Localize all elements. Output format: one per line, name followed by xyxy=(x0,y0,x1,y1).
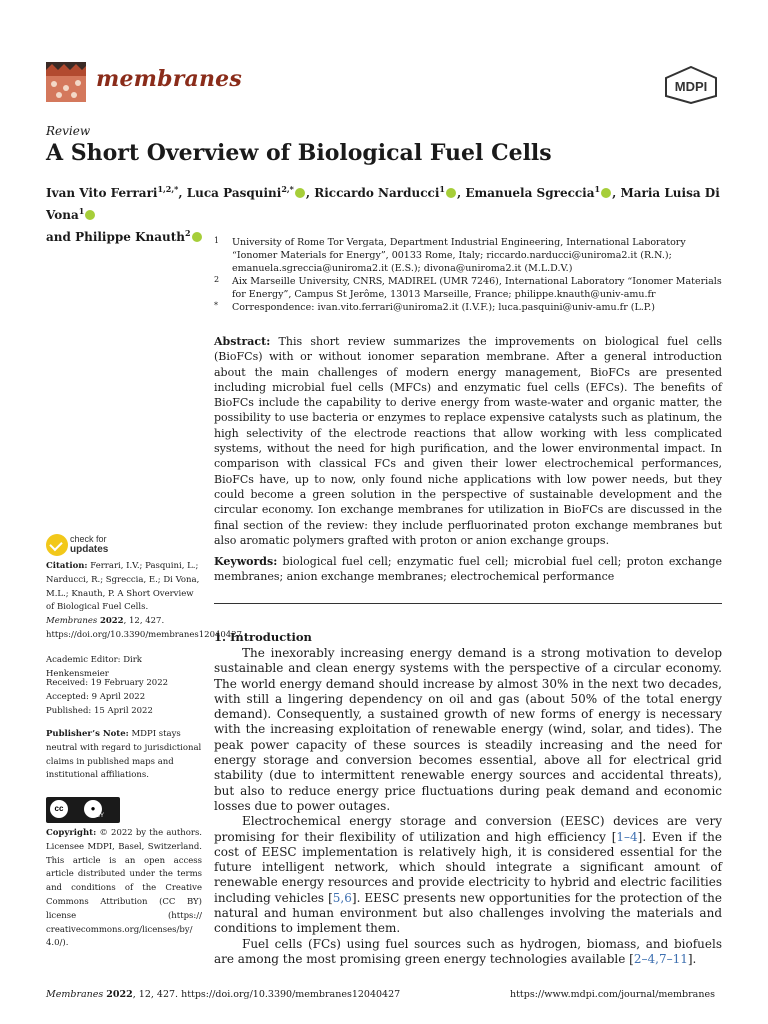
publisher-name: MDPI xyxy=(674,79,708,94)
abstract xyxy=(214,334,722,548)
affiliation xyxy=(214,236,724,275)
author[interactable]: Riccardo Narducci xyxy=(314,186,440,200)
check-updates-icon xyxy=(46,534,68,556)
author[interactable]: Luca Pasquini xyxy=(186,186,282,200)
author[interactable]: Maria Luisa Di Vona xyxy=(46,186,720,222)
affiliation-text: University of Rome Tor Vergata, Department Industrial Engineering, International Laboratory “Ionomer Materials for Energy”, 00133 Rome, Italy; riccardo.narducci@uniroma2.it (R.N.); emanuela.sgreccia@uniroma2.it (E.S.); divona@uniroma2.it (M.L.D.V.) xyxy=(232,237,686,274)
orcid-icon[interactable] xyxy=(601,188,611,198)
orcid-icon[interactable] xyxy=(446,188,456,198)
paragraph: The inexorably increasing energy demand is a strong motivation to develop sustainable and clean energy systems with the perspective of a circular economy. The world energy demand should increase by almost 30% in the next two decades, with still a lingering dependency on oil and gas (about 50% of the total energy demand). Consequently, a sustained growth of new forms of energy is necessary with the increasing exploitation of renewable energy (wind, solar, and tides). The peak power capacity of these sources is steadily increasing and the need for energy storage and conversion becomes essential, above all for electrical grid stability (due to intermittent renewable energy sources and accidental threats), but also to reduce energy price fluctuations during peak demand and economic losses due to power outages. xyxy=(214,646,722,813)
author-affiliation-mark: 2,* xyxy=(281,184,294,194)
affiliation xyxy=(214,301,724,314)
affiliations xyxy=(214,236,724,314)
keywords-label: Keywords: xyxy=(214,555,278,568)
orcid-icon[interactable] xyxy=(85,210,95,220)
paragraph: Fuel cells (FCs) using fuel sources such as hydrogen, biomass, and biofuels are among the most promising green energy technologies available [2–4,7–11]. xyxy=(214,936,722,966)
citation-link[interactable]: 2–4,7–11 xyxy=(633,951,688,966)
academic-editor: Academic Editor: Dirk Henkensmeier xyxy=(46,655,142,679)
author-affiliation-mark: 2 xyxy=(185,228,191,238)
accepted-date: Accepted: 9 April 2022 xyxy=(46,692,146,702)
author-affiliation-mark: 1 xyxy=(594,184,601,194)
author[interactable]: Emanuela Sgreccia xyxy=(465,186,595,200)
section-heading: 1. Introduction xyxy=(214,630,312,644)
journal-name[interactable]: membranes xyxy=(96,66,242,92)
citation-block: Citation: Ferrari, I.V.; Pasquini, L.; Narducci, R.; Sgreccia, E.; Di Vona, M.L.; Knauth, P. A Short Overview of Biological Fuel Cells. Membranes 2022, 12, 427. https://doi.org/10.3390/membranes12040427 xyxy=(46,561,243,640)
orcid-icon[interactable] xyxy=(295,188,305,198)
cc-by-license-badge[interactable] xyxy=(46,797,120,823)
paragraph: Electrochemical energy storage and conversion (EESC) devices are very promising for their flexibility of utilization and high efficiency [1–4]. Even if the cost of EESC implementation is relatively high, it is considered essential for the future intelligent network, which should integrate a significant amount of renewable energy resources and provide electricity to hybrid and electric facilities including vehicles [5,6]. EESC presents new opportunities for the protection of the natural and human environment but also challenges involving the materials and conditions to implement them. xyxy=(214,814,723,936)
cc-by-text: BY xyxy=(96,813,105,819)
affiliation-mark: 1 xyxy=(214,236,220,245)
author-separator: , xyxy=(178,186,187,200)
introduction-body xyxy=(214,646,722,967)
author-affiliation-mark: 1,2,* xyxy=(157,184,179,194)
check-updates-label: check for xyxy=(70,534,107,544)
author-separator: , xyxy=(456,186,466,200)
copyright: Copyright: © 2022 by the authors. Licensee MDPI, Basel, Switzerland. This article is an open access article distributed under the terms and conditions of the Creative Commons Attribution (CC BY) license (https:// creativecommons.org/licenses/by/ 4.0/). xyxy=(46,828,203,949)
citation-link[interactable]: 5,6 xyxy=(332,890,352,905)
check-updates-label: updates xyxy=(70,544,109,555)
journal-logo-icon xyxy=(46,62,86,102)
check-for-updates-button[interactable] xyxy=(46,534,166,558)
author[interactable]: and Philippe Knauth xyxy=(46,230,186,244)
affiliation-mark: 2 xyxy=(214,275,220,284)
affiliation-text: Aix Marseille University, CNRS, MADIREL (UMR 7246), International Laboratory “Ionomer Materials for Energy”, Campus St Jerôme, 13013 Marseille, France; philippe.knauth@univ-amu.fr xyxy=(232,276,722,300)
publisher-note: Publisher’s Note: MDPI stays neutral with regard to jurisdictional claims in published maps and institutional affiliations. xyxy=(46,729,202,781)
section-divider xyxy=(214,603,722,604)
footer-journal-link[interactable]: https://www.mdpi.com/journal/membranes xyxy=(510,989,715,1000)
keywords xyxy=(214,554,722,585)
author-affiliation-mark: 1 xyxy=(439,184,445,194)
affiliation-text: Correspondence: ivan.vito.ferrari@uniroma2.it (I.V.F.); luca.pasquini@univ-amu.fr (L.P.) xyxy=(232,302,655,313)
by-icon: ● xyxy=(84,800,102,818)
cc-icon: cc xyxy=(50,800,68,818)
author-affiliation-mark: 1 xyxy=(78,206,85,216)
footer-citation: Membranes 2022, 12, 427. https://doi.org/10.3390/membranes12040427 xyxy=(46,989,401,1000)
published-date: Published: 15 April 2022 xyxy=(46,706,153,716)
page-title: A Short Overview of Biological Fuel Cells xyxy=(46,140,552,166)
mdpi-logo-icon[interactable] xyxy=(664,66,718,104)
received-date: Received: 19 February 2022 xyxy=(46,678,169,688)
citation-link[interactable]: 1–4 xyxy=(616,829,638,844)
author-separator: , xyxy=(612,186,621,200)
author-separator: , xyxy=(305,186,315,200)
affiliation xyxy=(214,275,724,301)
author[interactable]: Ivan Vito Ferrari xyxy=(46,186,158,200)
keywords-text: biological fuel cell; enzymatic fuel cell; microbial fuel cell; proton exchange membranes; anion exchange membranes; electrochemical performance xyxy=(214,555,722,584)
article-type: Review xyxy=(46,124,91,138)
orcid-icon[interactable] xyxy=(192,232,202,242)
affiliation-mark: * xyxy=(214,301,218,310)
abstract-text: This short review summarizes the improvements on biological fuel cells (BioFCs) with or without ionomer separation membrane. After a general introduction about the main challenges of modern energy management, BioFCs are presented including microbial fuel cells (MFCs) and enzymatic fuel cells (EFCs). The benefits of BioFCs include the capability to derive energy from waste-water and organic matter, the possibility to use bacteria or enzymes to replace expensive catalysts such as platinum, the high selectivity of the electrode reactions that allow working with less complicated systems, without the need for high purification, and the lower environmental impact. In comparison with classical FCs and given their lower electrochemical performances, BioFCs have, up to now, only found niche applications with low power needs, but they could become a green solution in the perspective of sustainable development and the circular economy. Ion exchange membranes for utilization in BioFCs are discussed in the final section of the review: they include perfluorinated proton exchange membranes but also aromatic polymers grafted with proton or anion exchange groups. xyxy=(214,335,722,547)
abstract-label: Abstract: xyxy=(214,335,271,348)
